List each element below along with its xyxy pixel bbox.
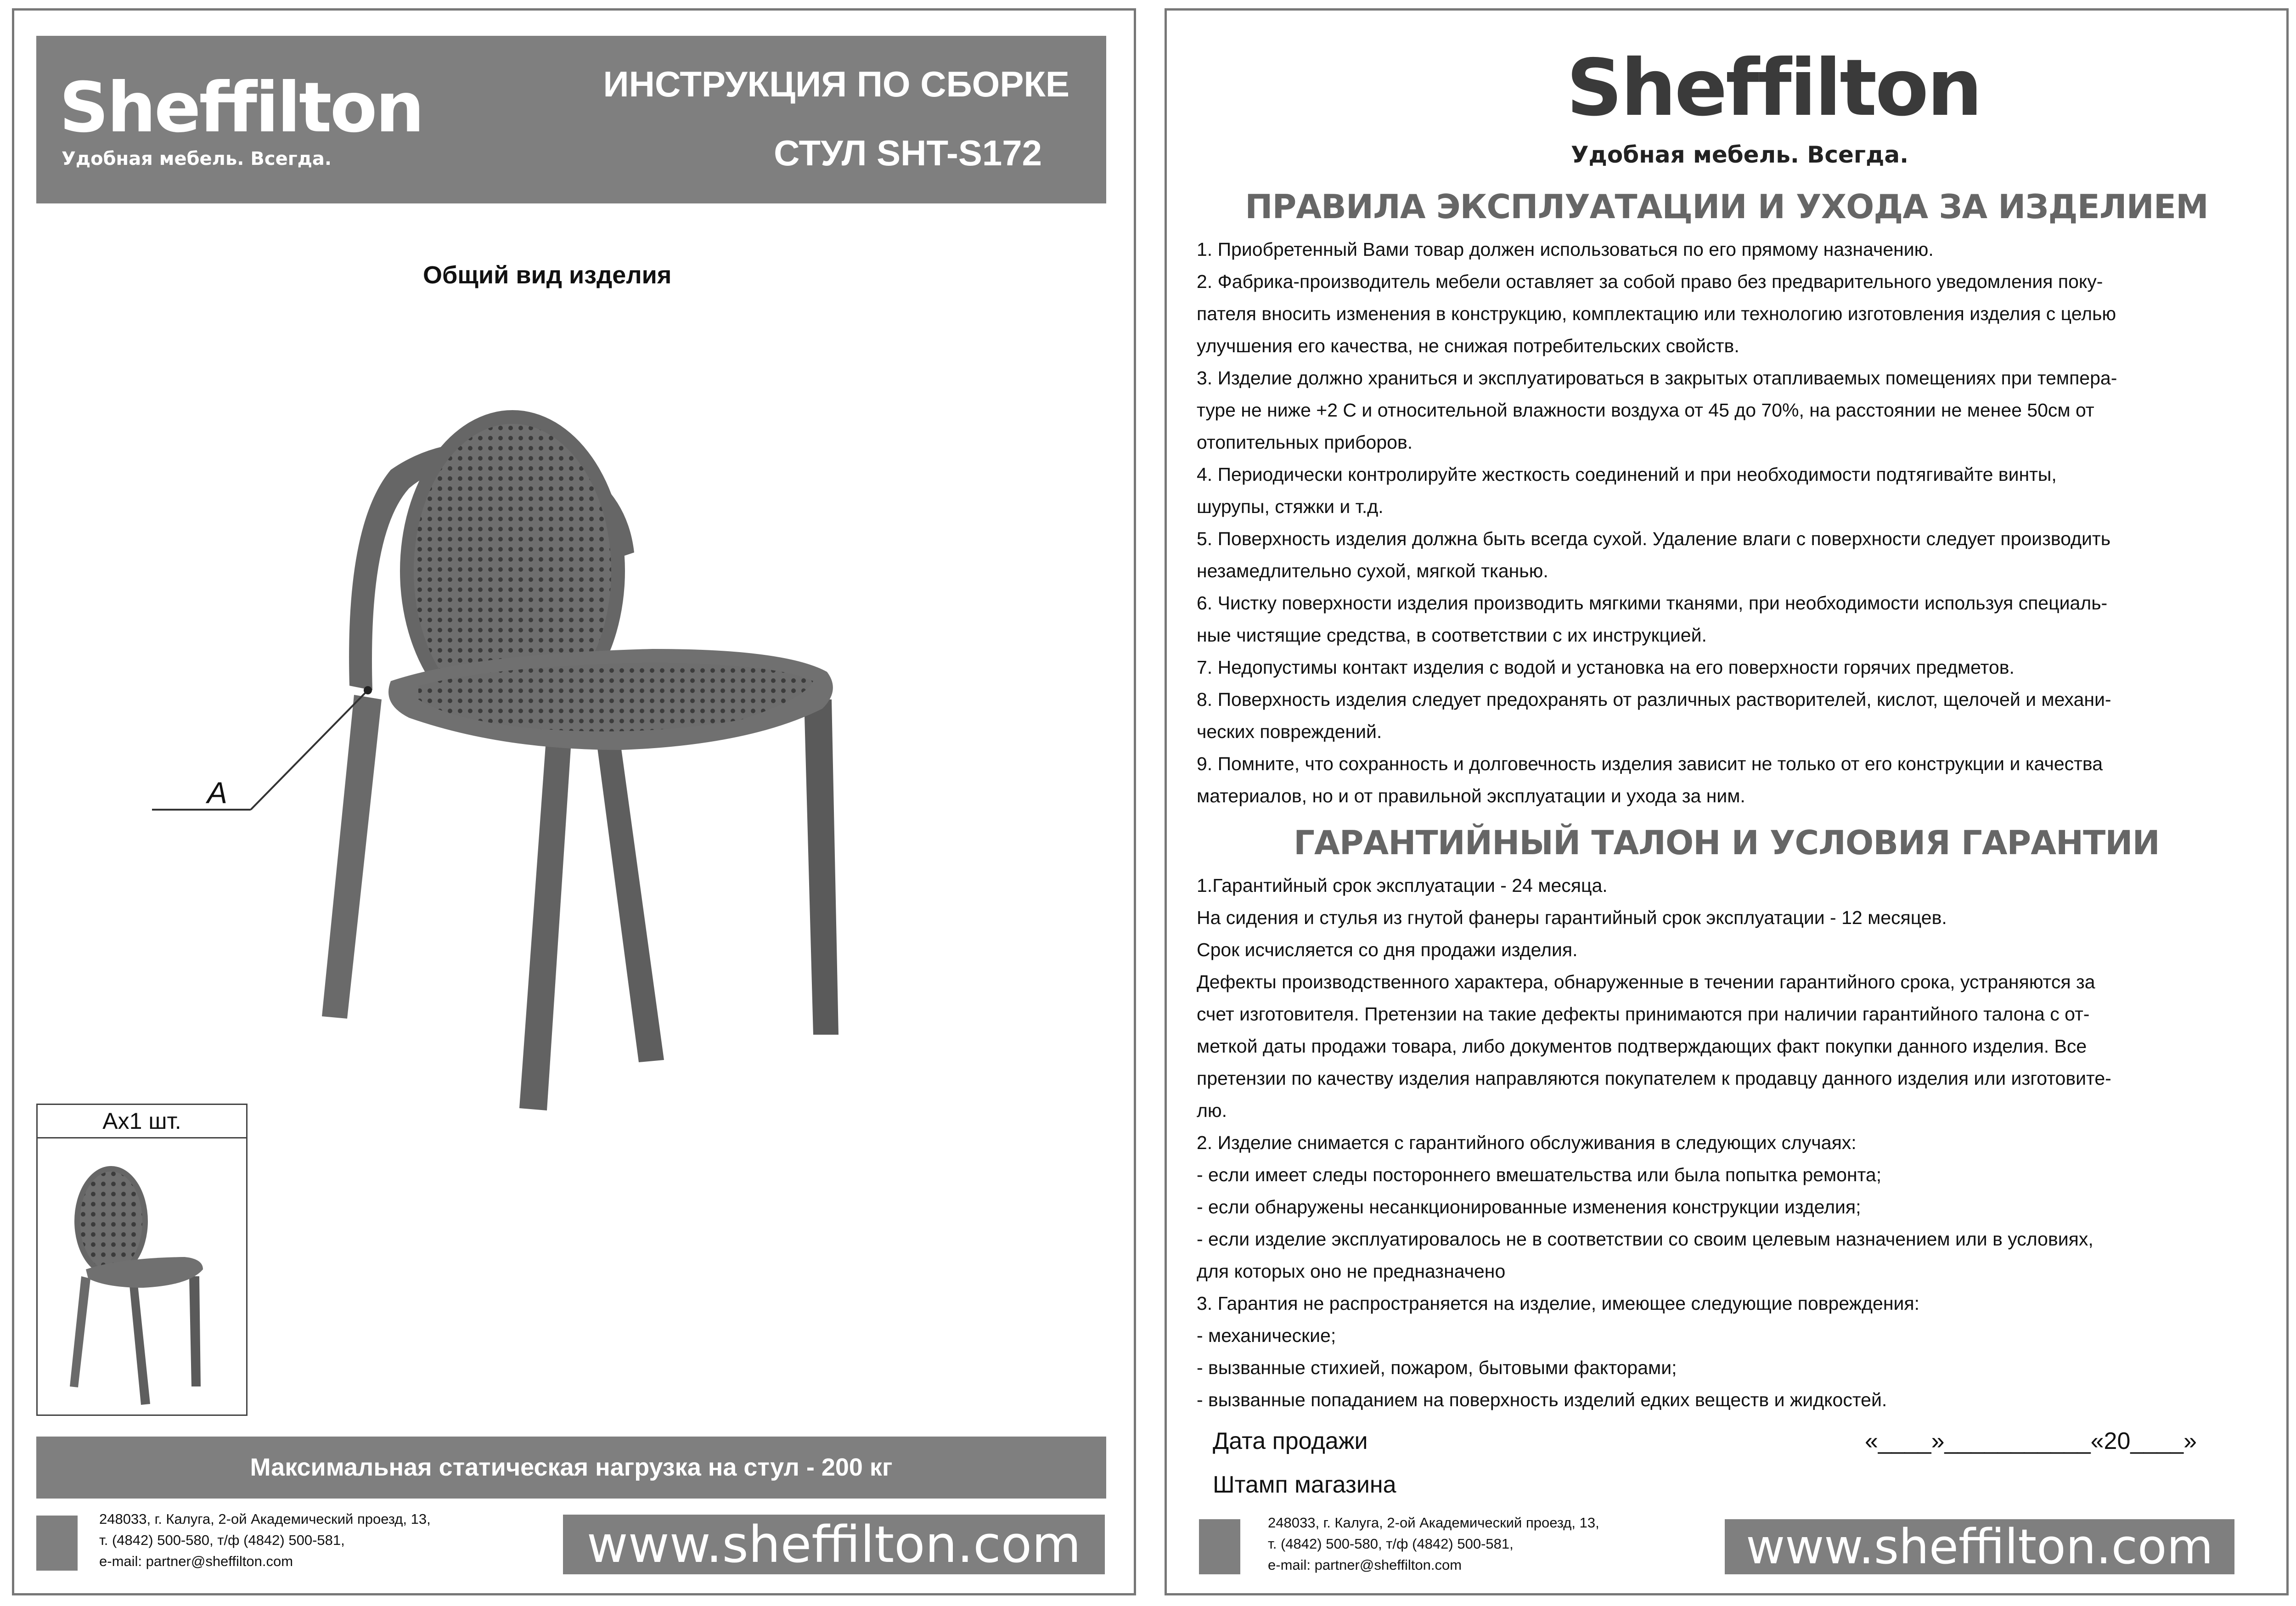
max-load-band: Максимальная статическая нагрузка на стул - 200 кг xyxy=(36,1437,1106,1499)
warranty-line: - если изделие эксплуатировалось не в соответствии со своим целевым назначением или в условиях, xyxy=(1197,1228,2093,1250)
rule-line: 5. Поверхность изделия должна быть всегда сухой. Удаление влаги с поверхности следует производить xyxy=(1197,528,2111,549)
rule-line: шурупы, стяжки и т.д. xyxy=(1197,496,1384,517)
warranty-line: - если имеет следы постороннего вмешательства или была попытка ремонта; xyxy=(1197,1164,1882,1185)
brand-tagline: Удобная мебель. Всегда. xyxy=(1571,141,1909,168)
warranty-line: 2. Изделие снимается с гарантийного обслуживания в следующих случаях: xyxy=(1197,1132,1857,1153)
rule-line: отопительных приборов. xyxy=(1197,432,1413,453)
website-link[interactable]: www.sheffilton.com xyxy=(563,1515,1105,1574)
rule-line: 4. Периодически контролируйте жесткость соединений и при необходимости подтягивайте винты, xyxy=(1197,464,2057,485)
warranty-line: для которых оно не предназначено xyxy=(1197,1261,1506,1282)
warranty-line: меткой даты продажи товара, либо документов подтверждающих факт покупки данного изделия. Все xyxy=(1197,1036,2087,1057)
rule-line: 8. Поверхность изделия следует предохранять от различных растворителей, кислот, щелочей и механи- xyxy=(1197,689,2111,710)
warranty-title: ГАРАНТИЙНЫЙ ТАЛОН И УСЛОВИЯ ГАРАНТИИ xyxy=(1294,823,2160,862)
rules-title: ПРАВИЛА ЭКСПЛУАТАЦИИ И УХОДА ЗА ИЗДЕЛИЕМ xyxy=(1245,187,2208,226)
assembly-instruction-page xyxy=(12,8,1136,1595)
email-line: e-mail: partner@sheffilton.com xyxy=(99,1553,293,1569)
warranty-line: 1.Гарантийный срок эксплуатации - 24 месяца. xyxy=(1197,875,1608,896)
warranty-text xyxy=(1197,869,2271,1416)
warranty-line: - механические; xyxy=(1197,1325,1336,1346)
email-line: e-mail: partner@sheffilton.com xyxy=(1268,1557,1462,1573)
caption-general-view: Общий вид изделия xyxy=(423,261,672,289)
rule-line: ческих повреждений. xyxy=(1197,721,1382,742)
header-title: ИНСТРУКЦИЯ ПО СБОРКЕ xyxy=(603,64,1069,104)
address-line: 248033, г. Калуга, 2-ой Академический проезд, 13, xyxy=(1268,1515,1599,1531)
sale-date-blank[interactable]: «____»___________«20____» xyxy=(1865,1428,2197,1454)
footer-square xyxy=(1199,1519,1240,1574)
chair-thumbnail xyxy=(38,1138,246,1414)
rule-line: 2. Фабрика-производитель мебели оставляет за собой право без предварительного уведомления поку- xyxy=(1197,271,2103,292)
warranty-line: - вызванные попаданием на поверхность изделий едких веществ и жидкостей. xyxy=(1197,1389,1887,1410)
rule-line: пателя вносить изменения в конструкцию, комплектацию или технологию изготовления изделия с целью xyxy=(1197,303,2116,324)
warranty-line: - вызванные стихией, пожаром, бытовыми факторами; xyxy=(1197,1357,1677,1378)
contact-address xyxy=(1268,1512,1599,1576)
chair-illustration xyxy=(152,332,933,1122)
rule-line: 6. Чистку поверхности изделия производить мягкими тканями, при необходимости используя специаль- xyxy=(1197,592,2108,614)
warranty-line: претензии по качеству изделия направляются покупателем к продавцу данного изделия или изготовите- xyxy=(1197,1068,2111,1089)
callout-label-a: A xyxy=(207,776,228,810)
phone-line: т. (4842) 500-580, т/ф (4842) 500-581, xyxy=(1268,1536,1514,1552)
sale-date-label: Дата продажи xyxy=(1213,1428,1368,1454)
rule-line: незамедлительно сухой, мягкой тканью. xyxy=(1197,560,1548,581)
rule-line: материалов, но и от правильной эксплуатации и ухода за ним. xyxy=(1197,785,1745,806)
brand-logo: Sheffilton xyxy=(1566,43,1981,134)
warranty-line: На сидения и стулья из гнутой фанеры гарантийный срок эксплуатации - 12 месяцев. xyxy=(1197,907,1947,928)
contact-address xyxy=(99,1509,431,1572)
brand-logo: Sheffilton xyxy=(59,68,423,148)
warranty-line: Дефекты производственного характера, обнаруженные в течении гарантийного срока, устраняются за xyxy=(1197,971,2095,992)
rule-line: 3. Изделие должно храниться и эксплуатироваться в закрытых отапливаемых помещениях при темпера- xyxy=(1197,367,2117,389)
warranty-line: - если обнаружены несанкционированные изменения конструкции изделия; xyxy=(1197,1196,1861,1217)
care-warranty-page xyxy=(1165,8,2289,1595)
stamp-label: Штамп магазина xyxy=(1213,1471,1396,1498)
warranty-line: Срок исчисляется со дня продажи изделия. xyxy=(1197,939,1578,960)
part-thumbnail-box xyxy=(36,1104,248,1416)
warranty-line: счет изготовителя. Претензии на такие дефекты принимаются при наличии гарантийного талона с от- xyxy=(1197,1003,2090,1025)
footer-square xyxy=(36,1516,78,1571)
brand-tagline: Удобная мебель. Всегда. xyxy=(62,148,332,169)
rule-line: улучшения его качества, не снижая потребительских свойств. xyxy=(1197,335,1739,356)
rules-text xyxy=(1197,233,2271,812)
rule-line: 7. Недопустимы контакт изделия с водой и установка на его поверхности горячих предметов. xyxy=(1197,657,2015,678)
header-model: СТУЛ SHT-S172 xyxy=(774,133,1042,173)
part-quantity-label: Ax1 шт. xyxy=(38,1105,246,1138)
phone-line: т. (4842) 500-580, т/ф (4842) 500-581, xyxy=(99,1532,345,1548)
rule-line: 1. Приобретенный Вами товар должен использоваться по его прямому назначению. xyxy=(1197,239,1934,260)
website-link[interactable]: www.sheffilton.com xyxy=(1725,1519,2234,1574)
warranty-line: 3. Гарантия не распространяется на изделие, имеющее следующие повреждения: xyxy=(1197,1293,1919,1314)
rule-line: туре не ниже +2 С и относительной влажности воздуха от 45 до 70%, на расстоянии не менее 50см от xyxy=(1197,400,2094,421)
warranty-line: лю. xyxy=(1197,1100,1227,1121)
address-line: 248033, г. Калуга, 2-ой Академический проезд, 13, xyxy=(99,1511,431,1527)
header-band xyxy=(36,36,1106,203)
rule-line: ные чистящие средства, в соответствии с их инструкцией. xyxy=(1197,625,1707,646)
rule-line: 9. Помните, что сохранность и долговечность изделия зависит не только от его конструкции и качества xyxy=(1197,753,2103,774)
